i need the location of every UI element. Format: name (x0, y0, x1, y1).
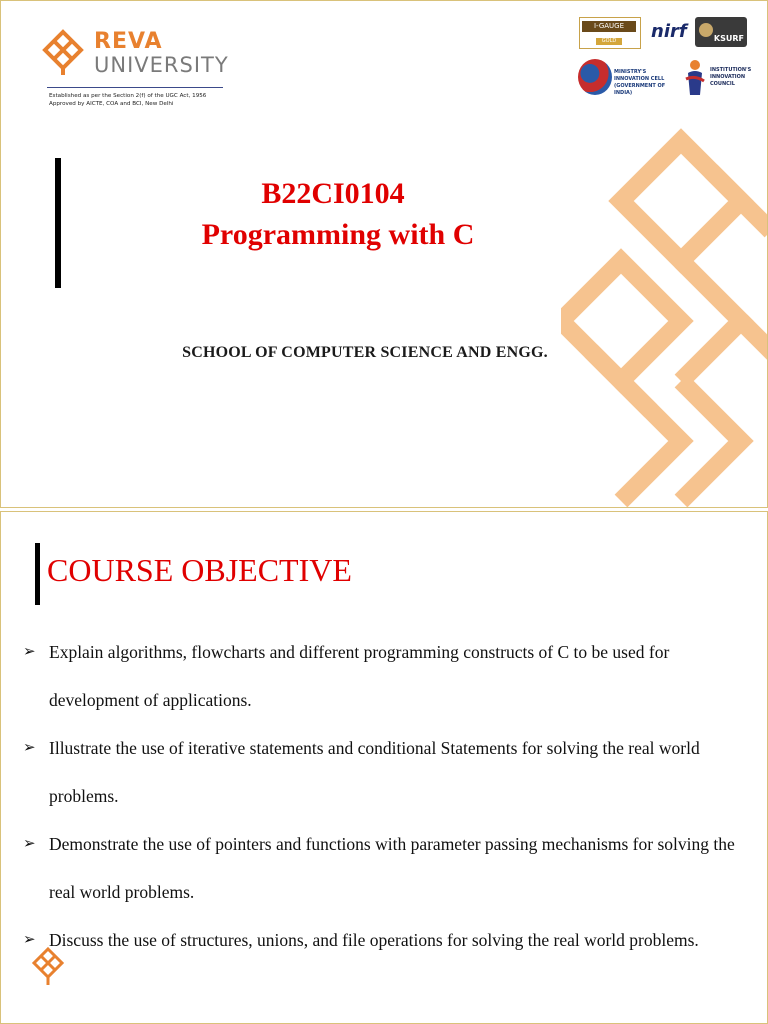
innovation-cell-line2: INNOVATION CELL (614, 76, 665, 82)
approved-text: Approved by AICTE, COA and BCI, New Delhi (49, 101, 174, 107)
objectives-slide (0, 511, 768, 1024)
nirf-badge: nirf (651, 21, 687, 42)
ksurf-emblem-icon (699, 23, 713, 37)
objective-text: Explain algorithms, flowcharts and different programming constructs of C to be used for development of applications. (49, 642, 670, 710)
iic-line2: INNOVATION (710, 74, 746, 80)
objective-text: Demonstrate the use of pointers and functions with parameter passing mechanisms for solving the real world problems. (49, 834, 735, 902)
list-item (23, 628, 743, 724)
logo-divider (47, 87, 223, 88)
arrow-bullet-icon: ➢ (23, 836, 36, 852)
course-title: Programming with C (201, 218, 475, 251)
innovation-cell-line1: MINISTRY'S (614, 69, 647, 75)
title-slide (0, 0, 768, 508)
reva-logo-icon (41, 29, 85, 77)
accreditation-text (49, 92, 229, 108)
iic-line1: INSTITUTION'S (710, 67, 752, 73)
course-code: B22CI0104 (261, 177, 405, 210)
igauge-sub: GOLD (596, 38, 622, 45)
objectives-list (23, 628, 743, 964)
innovation-cell-badge (578, 59, 668, 97)
ksurf-badge (695, 17, 747, 47)
ksurf-label: KSURF (713, 34, 744, 43)
established-text: Established as per the Section 2(f) of the UGC Act, 1956 (49, 93, 207, 99)
brain-gear-icon (578, 59, 612, 95)
university-name-line2: UNIVERSITY (94, 53, 229, 77)
heading-accent-bar (35, 543, 40, 605)
list-item (23, 724, 743, 820)
arrow-bullet-icon: ➢ (23, 644, 36, 660)
igauge-badge (579, 17, 641, 49)
innovation-cell-line3: (GOVERNMENT OF INDIA) (614, 83, 666, 96)
objective-text: Discuss the use of structures, unions, and file operations for solving the real world problems. (49, 930, 699, 950)
list-item (23, 820, 743, 916)
school-name: SCHOOL OF COMPUTER SCIENCE AND ENGG. (182, 344, 548, 361)
iic-text (710, 67, 751, 88)
reva-small-logo-icon (31, 947, 65, 987)
iic-badge (684, 57, 756, 99)
list-item (23, 916, 743, 964)
arrow-bullet-icon: ➢ (23, 740, 36, 756)
igauge-label: I-GAUGE (582, 21, 636, 32)
arrow-bullet-icon: ➢ (23, 932, 36, 948)
slide-heading: COURSE OBJECTIVE (47, 552, 352, 588)
university-name (94, 31, 229, 76)
person-figure-icon (684, 59, 706, 97)
innovation-cell-text (614, 69, 668, 97)
iic-line3: COUNCIL (710, 81, 735, 87)
university-name-line1: REVA (94, 29, 163, 54)
objective-text: Illustrate the use of iterative statements and conditional Statements for solving the real world problems. (49, 738, 700, 806)
